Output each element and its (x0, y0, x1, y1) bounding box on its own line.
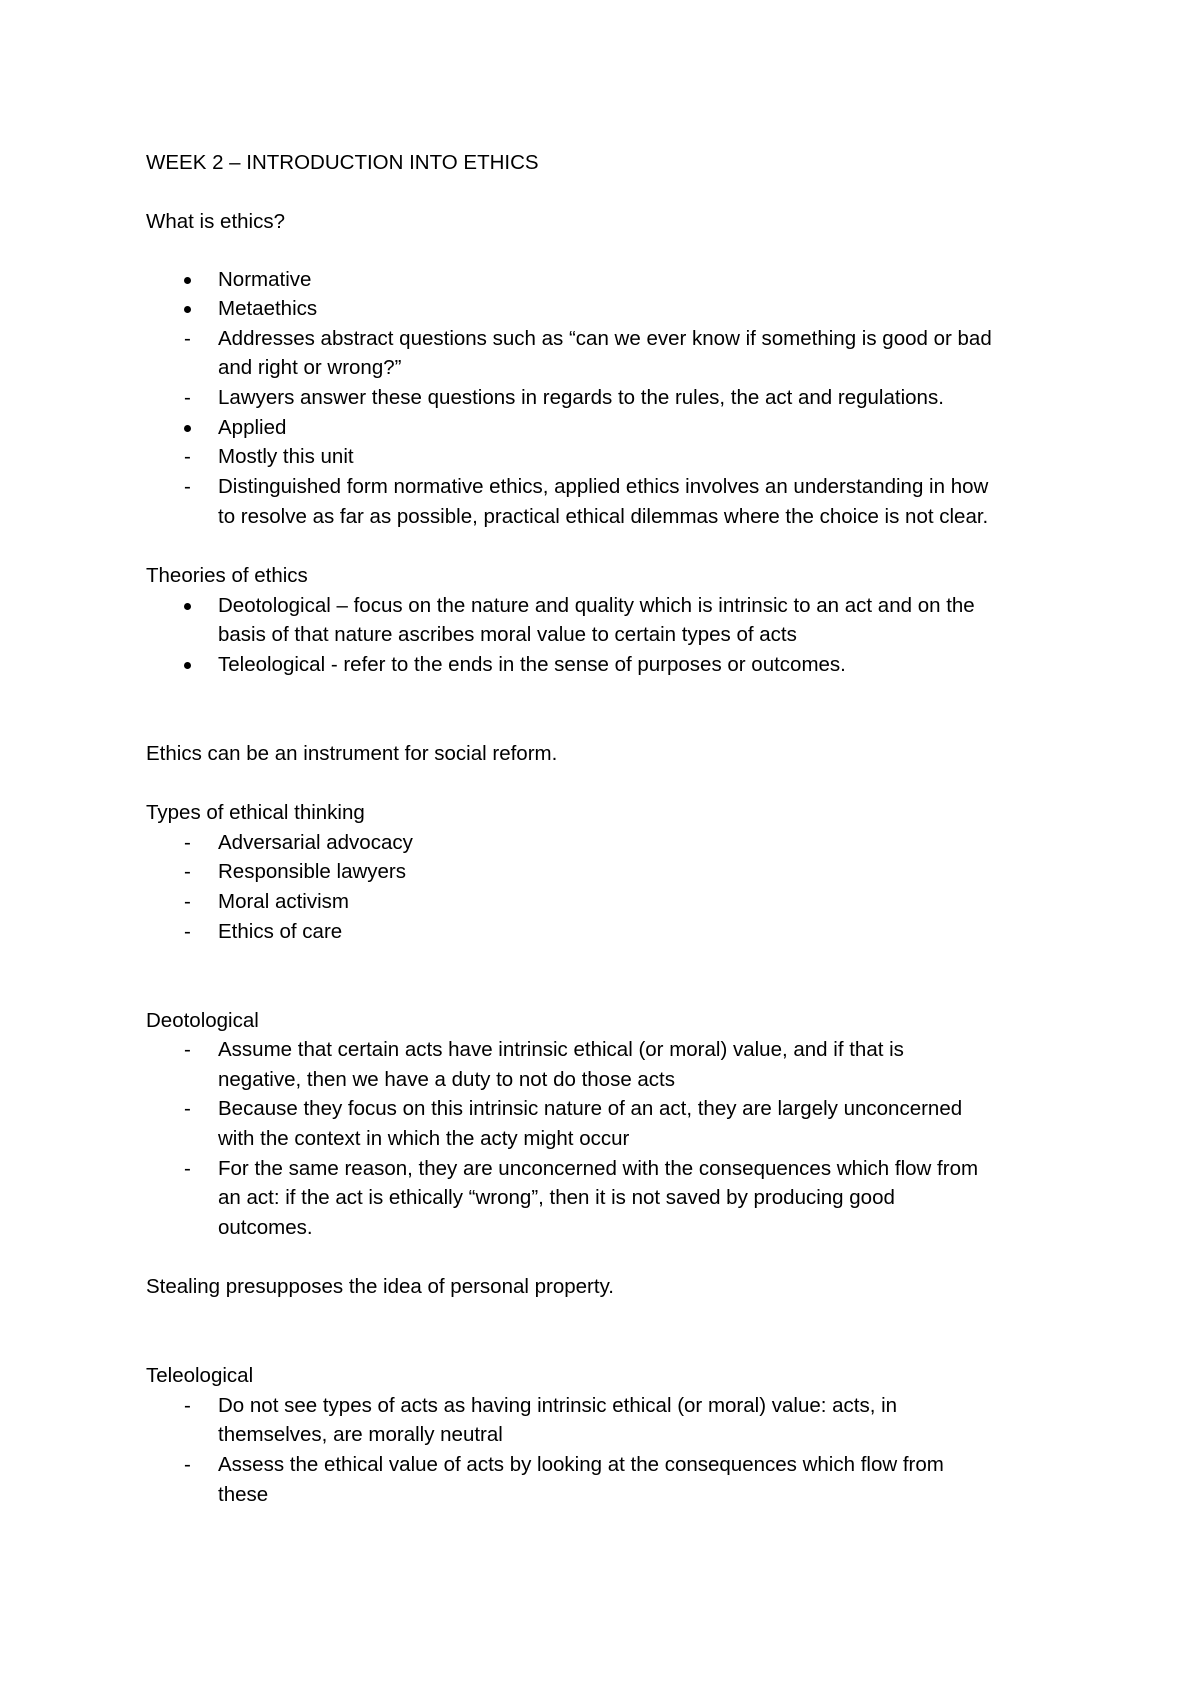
list-item-deotological-line1: Deotological – focus on the nature and quality which is intrinsic to an act and on the (218, 594, 975, 617)
list-item-do-not-see-line1: Do not see types of acts as having intrinsic ethical (or moral) value: acts, in (218, 1394, 898, 1417)
list-item: Moral activism (218, 890, 349, 913)
list-item-because-line1: Because they focus on this intrinsic nature of an act, they are largely unconcerned (218, 1097, 963, 1120)
dash-icon: - (184, 890, 191, 913)
dash-icon: - (184, 1157, 191, 1180)
dash-icon: - (184, 831, 191, 854)
list-item-do-not-see-line2: themselves, are morally neutral (218, 1423, 503, 1446)
dash-icon: - (184, 327, 191, 350)
dash-icon: - (184, 475, 191, 498)
dash-icon: - (184, 1453, 191, 1476)
dash-icon: - (184, 386, 191, 409)
list-item-same-reason-line1: For the same reason, they are unconcerned with the consequences which flow from (218, 1157, 979, 1180)
dash-icon: - (184, 1097, 191, 1120)
list-item-mostly-this-unit: Mostly this unit (218, 445, 354, 468)
list-item-lawyers-answer: Lawyers answer these questions in regards to the rules, the act and regulations. (218, 386, 944, 409)
dash-icon: - (184, 1394, 191, 1417)
list-item-assess-line1: Assess the ethical value of acts by looking at the consequences which flow from (218, 1453, 944, 1476)
list-item-teleological: Teleological - refer to the ends in the sense of purposes or outcomes. (218, 653, 846, 676)
dash-icon: - (184, 1038, 191, 1061)
dash-icon: - (184, 860, 191, 883)
list-item-assess-line2: these (218, 1483, 269, 1506)
bullet-icon (184, 418, 191, 432)
section-heading-theories: Theories of ethics (146, 564, 308, 587)
list-item: Ethics of care (218, 920, 343, 943)
dash-icon: - (184, 920, 191, 943)
list-item-same-reason-line3: outcomes. (218, 1216, 313, 1239)
bullet-icon (184, 655, 191, 669)
list-item-applied: Applied (218, 416, 287, 439)
bullet-icon (184, 299, 191, 313)
paragraph-social-reform: Ethics can be an instrument for social reform. (146, 742, 558, 765)
dash-icon: - (184, 445, 191, 468)
list-item-metaethics: Metaethics (218, 297, 318, 320)
bullet-icon (184, 596, 191, 610)
list-item-same-reason-line2: an act: if the act is ethically “wrong”, then it is not saved by producing good (218, 1186, 895, 1209)
list-item: Responsible lawyers (218, 860, 407, 883)
section-heading-what-is-ethics: What is ethics? (146, 210, 285, 233)
list-item-distinguished-line2: to resolve as far as possible, practical ethical dilemmas where the choice is not clear. (218, 505, 989, 528)
list-item-distinguished-line1: Distinguished form normative ethics, applied ethics involves an understanding in how (218, 475, 989, 498)
bullet-icon (184, 270, 191, 284)
paragraph-stealing: Stealing presupposes the idea of personal property. (146, 1275, 615, 1298)
list-item-assume-line2: negative, then we have a duty to not do those acts (218, 1068, 676, 1091)
section-heading-teleological: Teleological (146, 1364, 254, 1387)
list-item-abstract-questions-line1: Addresses abstract questions such as “can we ever know if something is good or bad (218, 327, 992, 350)
section-heading-types: Types of ethical thinking (146, 801, 365, 824)
list-item-deotological-line2: basis of that nature ascribes moral value to certain types of acts (218, 623, 797, 646)
list-item-because-line2: with the context in which the acty might occur (218, 1127, 630, 1150)
list-item: Adversarial advocacy (218, 831, 413, 854)
list-item-normative: Normative (218, 268, 312, 291)
page-title: WEEK 2 – INTRODUCTION INTO ETHICS (146, 151, 539, 174)
list-item-assume-line1: Assume that certain acts have intrinsic ethical (or moral) value, and if that is (218, 1038, 904, 1061)
section-heading-deotological: Deotological (146, 1009, 259, 1032)
list-item-abstract-questions-line2: and right or wrong?” (218, 356, 402, 379)
